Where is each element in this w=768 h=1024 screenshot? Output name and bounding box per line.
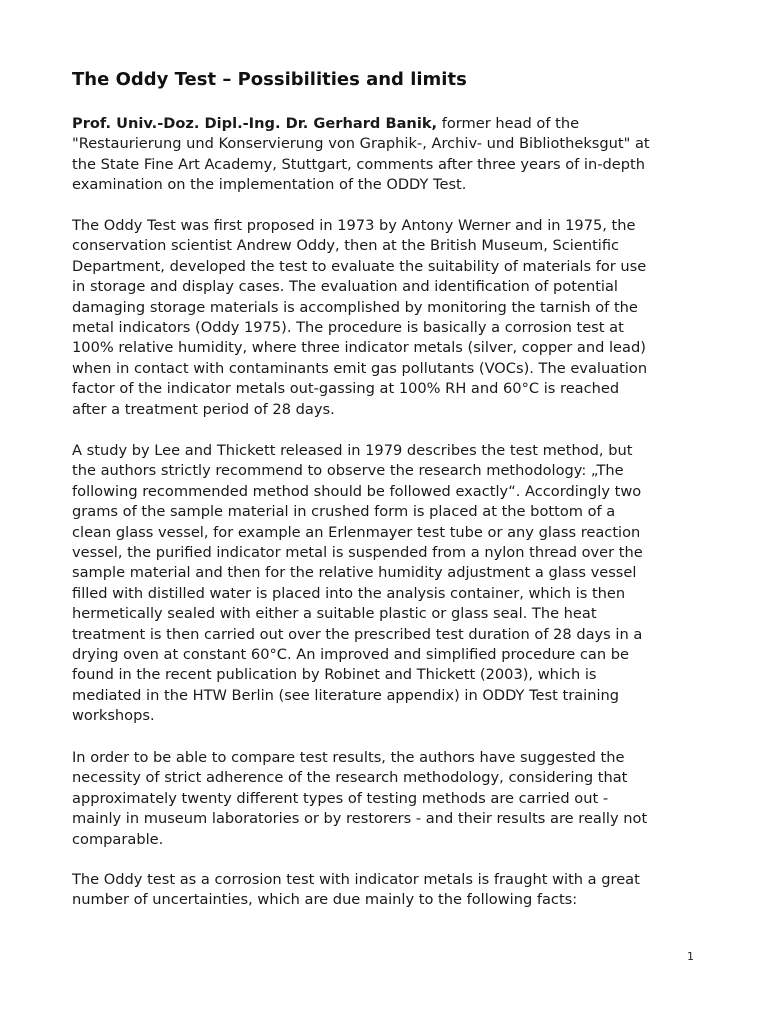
paragraph-line: vessel, the purified indicator metal is suspended from a nylon thread over the	[72, 543, 643, 561]
paragraph-line: comparable.	[72, 830, 164, 848]
paragraph-line: damaging storage materials is accomplished by monitoring the tarnish of the	[72, 298, 638, 316]
paragraph-line: filled with distilled water is placed into the analysis container, which is then	[72, 584, 626, 602]
paragraph-line: examination on the implementation of the ODDY Test.	[72, 176, 467, 194]
document-title: The Oddy Test – Possibilities and limits	[72, 69, 467, 90]
paragraph-line: factor of the indicator metals out-gassing at 100% RH and 60°C is reached	[72, 380, 620, 398]
paragraph-line: The Oddy Test was first proposed in 1973 by Antony Werner and in 1975, the	[72, 217, 636, 234]
paragraph-line: the authors strictly recommend to observe the research methodology: „The	[72, 462, 624, 480]
paragraph-line: sample material and then for the relative humidity adjustment a glass vessel	[72, 564, 637, 582]
paragraph-line: A study by Lee and Thickett released in 1979 describes the test method, but	[72, 442, 633, 459]
paragraph-line: metal indicators (Oddy 1975). The procedure is basically a corrosion test at	[72, 318, 624, 336]
paragraph-line: The Oddy test as a corrosion test with indicator metals is fraught with a great	[72, 871, 640, 888]
paragraph-line: mediated in the HTW Berlin (see literature appendix) in ODDY Test training	[72, 686, 620, 704]
paragraph-line: workshops.	[72, 707, 155, 725]
paragraph-line: necessity of strict adherence of the research methodology, considering that	[72, 769, 628, 787]
paragraph-line: In order to be able to compare test results, the authors have suggested the	[72, 749, 625, 766]
paragraph-line: following recommended method should be followed exactly“. Accordingly two	[72, 482, 642, 500]
paragraph-line: mainly in museum laboratories or by restorers - and their results are really not	[72, 810, 648, 828]
paragraph-method	[72, 441, 712, 726]
paragraph-line: approximately twenty different types of testing methods are carried out -	[72, 789, 609, 807]
paragraph-line: Prof. Univ.-Doz. Dipl.-Ing. Dr. Gerhard Banik, former head of the	[72, 115, 580, 132]
paragraph-line: hermetically sealed with either a suitable plastic or glass seal. The heat	[72, 605, 597, 623]
paragraph-line: Department, developed the test to evaluate the suitability of materials for use	[72, 257, 647, 275]
paragraph-line: treatment is then carried out over the prescribed test duration of 28 days in a	[72, 625, 643, 643]
author-name: Prof. Univ.-Doz. Dipl.-Ing. Dr. Gerhard Banik,	[72, 115, 438, 132]
paragraph-line: 100% relative humidity, where three indicator metals (silver, copper and lead)	[72, 339, 646, 357]
paragraph-uncertainties	[72, 870, 712, 911]
page-number: 1	[687, 950, 694, 963]
paragraph-line: in storage and display cases. The evaluation and identification of potential	[72, 278, 618, 296]
paragraph-line: drying oven at constant 60°C. An improved and simplified procedure can be	[72, 645, 629, 663]
paragraph-line: after a treatment period of 28 days.	[72, 400, 335, 418]
paragraph-line: "Restaurierung und Konservierung von Graphik-, Archiv- und Bibliotheksgut" at	[72, 135, 650, 153]
paragraph-history	[72, 216, 712, 420]
paragraph-line: number of uncertainties, which are due mainly to the following facts:	[72, 891, 578, 909]
intro-paragraph	[72, 114, 712, 196]
paragraph-line: clean glass vessel, for example an Erlenmayer test tube or any glass reaction	[72, 523, 641, 541]
paragraph-line: conservation scientist Andrew Oddy, then at the British Museum, Scientific	[72, 237, 620, 255]
paragraph-line: when in contact with contaminants emit gas pollutants (VOCs). The evaluation	[72, 359, 648, 377]
paragraph-comparison	[72, 748, 712, 850]
paragraph-line: found in the recent publication by Robinet and Thickett (2003), which is	[72, 666, 597, 684]
paragraph-line: grams of the sample material in crushed form is placed at the bottom of a	[72, 503, 616, 521]
paragraph-line: the State Fine Art Academy, Stuttgart, comments after three years of in-depth	[72, 155, 645, 173]
